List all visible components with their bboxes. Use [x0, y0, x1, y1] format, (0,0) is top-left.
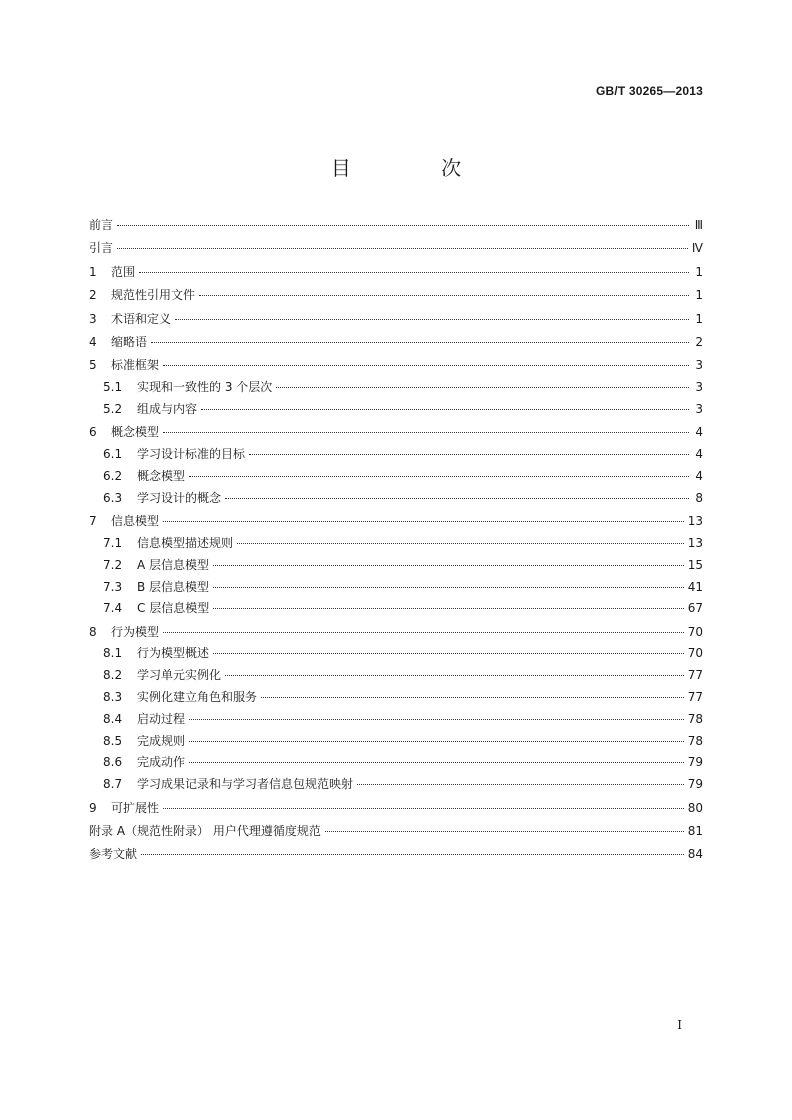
toc-leader-dots [225, 486, 689, 499]
toc-leader-dots [237, 531, 684, 544]
toc-entry-page: 4 [695, 425, 703, 440]
toc-entry-number: 3 [89, 311, 97, 326]
toc-entry-label: 完成规则 [137, 733, 186, 748]
toc-entry-label: 引言 [89, 241, 114, 256]
toc-leader-dots [189, 750, 684, 763]
toc-leader-dots [163, 420, 689, 433]
toc-entry-number: 8.1 [103, 646, 123, 661]
toc-entry-page: 67 [687, 601, 703, 616]
toc-entry-number: 4 [89, 334, 97, 349]
toc-entry-page: 15 [687, 557, 703, 572]
toc-leader-dots [163, 620, 684, 633]
toc-entry-page: 1 [695, 311, 703, 326]
toc-entry-number: 1 [89, 264, 97, 279]
toc-entry-label: 缩略语 [111, 334, 148, 349]
toc-entry-number: 5 [89, 358, 97, 373]
toc-entry-number: 8.2 [103, 668, 123, 683]
toc-entry-page: Ⅲ [694, 218, 703, 232]
toc-entry-label: 学习单元实例化 [137, 668, 222, 683]
toc-entry-page: 78 [687, 711, 703, 726]
toc-entry[interactable] [89, 333, 703, 355]
toc-entry[interactable] [89, 263, 703, 285]
toc-entry-page: 70 [687, 624, 703, 639]
toc-entry-label: 规范性引用文件 [111, 288, 196, 303]
toc-entry-label: 标准框架 [111, 358, 160, 373]
toc-entry-page: 13 [687, 514, 703, 529]
toc-entry[interactable] [89, 599, 703, 621]
toc-entry-label: 学习设计标准的目标 [137, 447, 246, 462]
toc-leader-dots [163, 509, 684, 522]
toc-entry-number: 8 [89, 624, 97, 639]
toc-entry-page: 78 [687, 733, 703, 748]
toc-entry-number: 6.2 [103, 468, 123, 483]
toc-entry-label: 信息模型 [111, 514, 160, 529]
toc-entry-number: 6.3 [103, 490, 123, 505]
toc-entry-number: 8.5 [103, 733, 123, 748]
toc-entry[interactable] [89, 799, 703, 821]
toc-entry-number: 2 [89, 288, 97, 303]
toc-leader-dots [141, 842, 684, 855]
toc-entry-number: 7.2 [103, 557, 123, 572]
toc-entry-number: 7.4 [103, 601, 123, 616]
toc-entry-number: 8.4 [103, 711, 123, 726]
toc-leader-dots [213, 596, 684, 609]
toc-leader-dots [139, 260, 689, 273]
toc-entry-label: 学习成果记录和与学习者信息包规范映射 [137, 777, 354, 792]
toc-entry[interactable] [89, 489, 703, 511]
toc-entry-label: 前言 [89, 218, 114, 232]
toc-entry-number: 7.1 [103, 535, 123, 550]
toc-entry-page: 81 [687, 824, 703, 839]
toc-entry-number: 7 [89, 514, 97, 529]
toc-entry-page: 4 [695, 447, 703, 462]
toc-entry-label: 行为模型概述 [137, 646, 210, 661]
toc-entry-label: 参考文献 [89, 847, 138, 862]
toc-entry-label: 可扩展性 [111, 800, 160, 815]
toc-leader-dots [163, 353, 689, 366]
toc-leader-dots [276, 375, 689, 388]
toc-entry[interactable] [89, 400, 703, 422]
toc-leader-dots [261, 685, 684, 698]
toc-entry[interactable] [89, 239, 703, 261]
toc-entry-page: 1 [695, 264, 703, 279]
toc-entry-label: 概念模型 [111, 425, 160, 440]
toc-leader-dots [175, 307, 689, 320]
toc-leader-dots [199, 283, 689, 296]
toc-leader-dots [201, 397, 689, 410]
toc-entry-number: 8.3 [103, 690, 123, 705]
toc-leader-dots [163, 796, 684, 809]
toc-leader-dots [117, 236, 688, 249]
toc-leader-dots [189, 707, 684, 720]
toc-entry-label: 概念模型 [137, 468, 186, 483]
toc-leader-dots [213, 641, 684, 654]
toc-leader-dots [213, 553, 684, 566]
toc-entry-page: 3 [695, 380, 703, 395]
toc-entry-label: 启动过程 [137, 711, 186, 726]
toc-entry[interactable] [89, 845, 703, 867]
toc-entry-page: 2 [695, 334, 703, 349]
toc-entry[interactable] [89, 822, 703, 844]
toc-entry-page: 77 [687, 668, 703, 683]
toc-entry-page: 3 [695, 401, 703, 416]
toc-entry-number: 6 [89, 425, 97, 440]
toc-entry-number: 8.7 [103, 777, 123, 792]
toc-entry-page: 3 [695, 358, 703, 373]
toc-entry-label: 实例化建立角色和服务 [137, 690, 258, 705]
toc-entry[interactable] [89, 310, 703, 332]
toc-leader-dots [151, 330, 689, 343]
toc-entry-page: 79 [687, 755, 703, 770]
toc-entry-page: Ⅳ [691, 241, 703, 256]
toc-entry-page: 79 [687, 777, 703, 792]
toc-leader-dots [189, 729, 684, 742]
toc-entry-page: 13 [687, 535, 703, 550]
toc-entry-page: 4 [695, 468, 703, 483]
toc-entry-label: 组成与内容 [137, 401, 198, 416]
toc-leader-dots [189, 464, 689, 477]
toc-entry-page: 84 [687, 847, 703, 862]
toc-leader-dots [213, 575, 684, 588]
toc-entry-number: 8.6 [103, 755, 123, 770]
toc-entry-label: C 层信息模型 [137, 601, 210, 616]
table-of-contents [89, 216, 703, 867]
toc-entry-page: 41 [687, 579, 703, 594]
toc-entry[interactable] [89, 775, 703, 797]
toc-entry-label: 行为模型 [111, 624, 160, 639]
toc-entry-label: 术语和定义 [111, 311, 172, 326]
toc-entry-label: 范围 [111, 264, 136, 279]
toc-entry-page: 77 [687, 690, 703, 705]
toc-entry-page: 70 [687, 646, 703, 661]
toc-entry-page: 1 [695, 288, 703, 303]
toc-entry-label: 完成动作 [137, 755, 186, 770]
toc-entry-label: 实现和一致性的 3 个层次 [137, 380, 273, 395]
toc-entry-number: 5.1 [103, 380, 123, 395]
toc-entry-label: 附录 A（规范性附录） 用户代理遵循度规范 [89, 824, 321, 839]
toc-entry-page: 8 [695, 490, 703, 505]
toc-entry-label: 信息模型描述规则 [137, 535, 234, 550]
toc-leader-dots [225, 663, 684, 676]
toc-entry-number: 5.2 [103, 401, 123, 416]
standard-code: GB/T 30265—2013 [595, 84, 703, 98]
toc-leader-dots [357, 772, 684, 785]
toc-entry-label: A 层信息模型 [137, 557, 210, 572]
toc-entry[interactable] [89, 216, 703, 238]
toc-entry-number: 7.3 [103, 579, 123, 594]
toc-title: 目 次 [330, 156, 504, 180]
toc-entry-page: 80 [687, 800, 703, 815]
toc-entry[interactable] [89, 286, 703, 308]
toc-leader-dots [249, 442, 689, 455]
toc-entry-label: B 层信息模型 [137, 579, 210, 594]
toc-leader-dots [325, 819, 684, 832]
toc-leader-dots [117, 213, 689, 226]
toc-entry-label: 学习设计的概念 [137, 490, 222, 505]
page-number: I [677, 1018, 682, 1032]
toc-entry-number: 9 [89, 800, 97, 815]
toc-entry-number: 6.1 [103, 447, 123, 462]
